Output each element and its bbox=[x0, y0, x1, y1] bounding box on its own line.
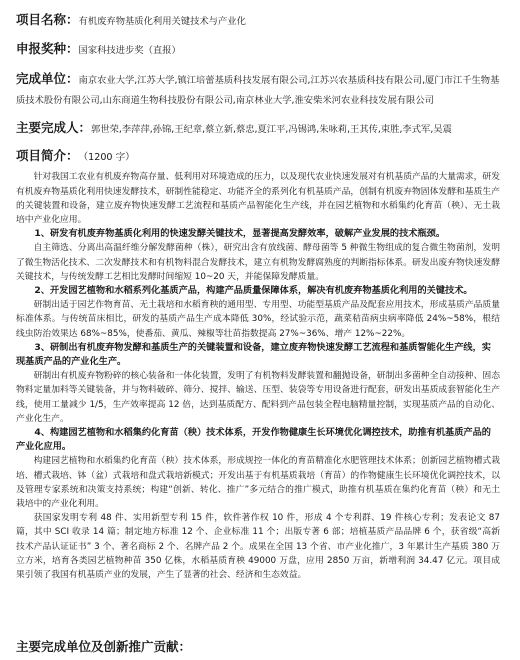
intro-row bbox=[16, 146, 500, 165]
project-name-label: 项目名称： bbox=[16, 12, 79, 27]
project-name-row bbox=[16, 10, 500, 29]
intro-heading-3: 3、研制出有机废弃物发酵和基质生产的关键装置和设备，建立废弃物快速发酵工艺流程和基质智能化生产线，实现基质产品的产业化生产。 bbox=[16, 341, 491, 368]
intro-paragraph-4: 研制出有机废弃物粉碎的核心装备和一体化装置，发明了有机物料发酵装置和翻抛设备，研制出多菌种全自动接种、固态物料定量加料等关键装备，并与物料破碎、筛分、搅拌、输送、压型、装袋等专用设备进行配套，研发出基质成套智能化生产线，使用工量减少 1/5，生产效率提高 12 倍，达到基质配方、配料到产品包装全程电脑精量控制，实现基质产品的自动化、产业化生产。 bbox=[16, 371, 500, 424]
people-row bbox=[16, 118, 500, 137]
units-value: 南京农业大学,江苏大学,镇江培蕾基质科技发展有限公司,江苏兴农基质科技有限公司,厦门市江千生物基质技术股份有限公司,山东商道生物科技股份有限公司,南京林业大学,淮安柴米河农业科技发展有限公司 bbox=[16, 75, 500, 107]
intro-paragraph-6: 获国家发明专利 48 件、实用新型专利 15 件，软件著作权 10 件，形成 4 个专利群、19 件核心专利；发表论文 87 篇，其中 SCI 收录 14 篇；制定地方标准 12 个、企业标准 11 个；出版专著 6 部；培植基质产品品牌 6 个，获省级“高新技术产品认证证书” 3 个、著名商标 2 个、名牌产品 2 个。成果在全国 13 个省、市产业化推广，3 年累计生产基质 380 万立方米，培育各类园艺植物种苗 350 亿株，水稻基质育秧 49000 万盘，应用 2850 万亩，新增利润 34.47 亿元。项目成果引领了我国有机基质产业的发展，产生了显著的社会、经济和生态效益。 bbox=[16, 513, 500, 581]
intro-paragraph-3: 研制出适于园艺作物育苗、无土栽培和水稻育秧的通用型、专用型、功能型基质产品及配套应用技术，形成基质产品质量标准体系。与传统苗床相比，研发的基质产品生产成本降低 30%，经试验示范，蔬菜秸苗病虫病率降低 24%~58%，根结线虫防治效果达 68%~85%，使番茄、黄瓜、辣椒等壮苗指数提高 27%~36%、增产 12%~22%。 bbox=[16, 300, 500, 339]
project-name-value: 有机废弃物基质化利用关键技术与产业化 bbox=[78, 16, 246, 27]
intro-body bbox=[16, 170, 500, 582]
intro-label: 项目简介： bbox=[16, 148, 79, 164]
people-value: 郭世荣,李萍萍,孙锦,王纪章,蔡立新,蔡忠,夏江平,冯锡鸿,朱咏莉,王其传,束胜,李式军,吴震 bbox=[91, 124, 452, 136]
intro-word-count: （1200 字） bbox=[78, 152, 135, 164]
award-value: 国家科技进步奖（直报） bbox=[78, 45, 181, 56]
units-row bbox=[16, 68, 500, 108]
intro-paragraph-5: 构建园艺植物和水稻集约化育苗（秧）技术体系，形成规控一体化的育苗精准化水肥管理技术体系；创新园艺植物槽式栽培、槽式栽培、钵（盆）式栽培和盘式栽培新模式；开发出基于有机基质栽培（育苗）的作物健康生长环境优化调控技术，以及管理专家系统和决策支持系统；构建“创新、转化、推广”多元结合的推广模式，助推有机基质在集约化育苗（秧）和无土栽培中的产业化利用。 bbox=[16, 456, 500, 510]
award-label: 申报奖种： bbox=[16, 41, 79, 56]
intro-heading-1: 1、研发有机废弃物基质化利用的快速发酵关键技术，显著提高发酵效率，破解产业发展的技术瓶颈。 bbox=[34, 228, 446, 240]
intro-heading-2: 2、开发园艺植物和水稻系列化基质产品，构建产品质量保障体系，解决有机废弃物基质化利用的关键技术。 bbox=[34, 285, 473, 297]
people-label: 主要完成人： bbox=[16, 120, 92, 136]
intro-paragraph-1: 针对我国工农业有机废弃物高存量、低利用对环境造成的压力，以及现代农业快速发展对有机基质产品的大量需求，研发有机废弃物基质化利用快速发酵技术，研制性能稳定、功能齐全的系列化有机基质产品，创制有机废弃物固体发酵和基质生产的关键装置和设备，建立废弃物快速发酵工艺流程和基质产品智能化生产线，并在园艺植物和水稻集约化育苗（秧）、无土栽培中产业化应用。 bbox=[16, 172, 500, 226]
intro-paragraph-2: 自主筛选、分离出高温纤维分解发酵菌种（株），研究出含有放线菌、酵母菌等 5 种微生物组成的复合微生物菌剂，发明了微生物活化技术、二次发酵技术和有机物料混合发酵技术，建立有机物发酵腐熟度的判断指标体系。研发出废弃物快速发酵关键技术，与传统发酵工艺相比发酵时间缩短 10~20 天，并能保障发酵质量。 bbox=[16, 243, 500, 282]
award-row bbox=[16, 39, 500, 58]
intro-heading-4: 4、构建园艺植物和水稻集约化育苗（秧）技术体系，开发作物健康生长环境优化调控技术，助推有机基质产品的产业化应用。 bbox=[16, 427, 491, 453]
section-title-units-contribution: 主要完成单位及创新推广贡献： bbox=[16, 639, 192, 654]
units-label: 完成单位： bbox=[16, 71, 79, 86]
